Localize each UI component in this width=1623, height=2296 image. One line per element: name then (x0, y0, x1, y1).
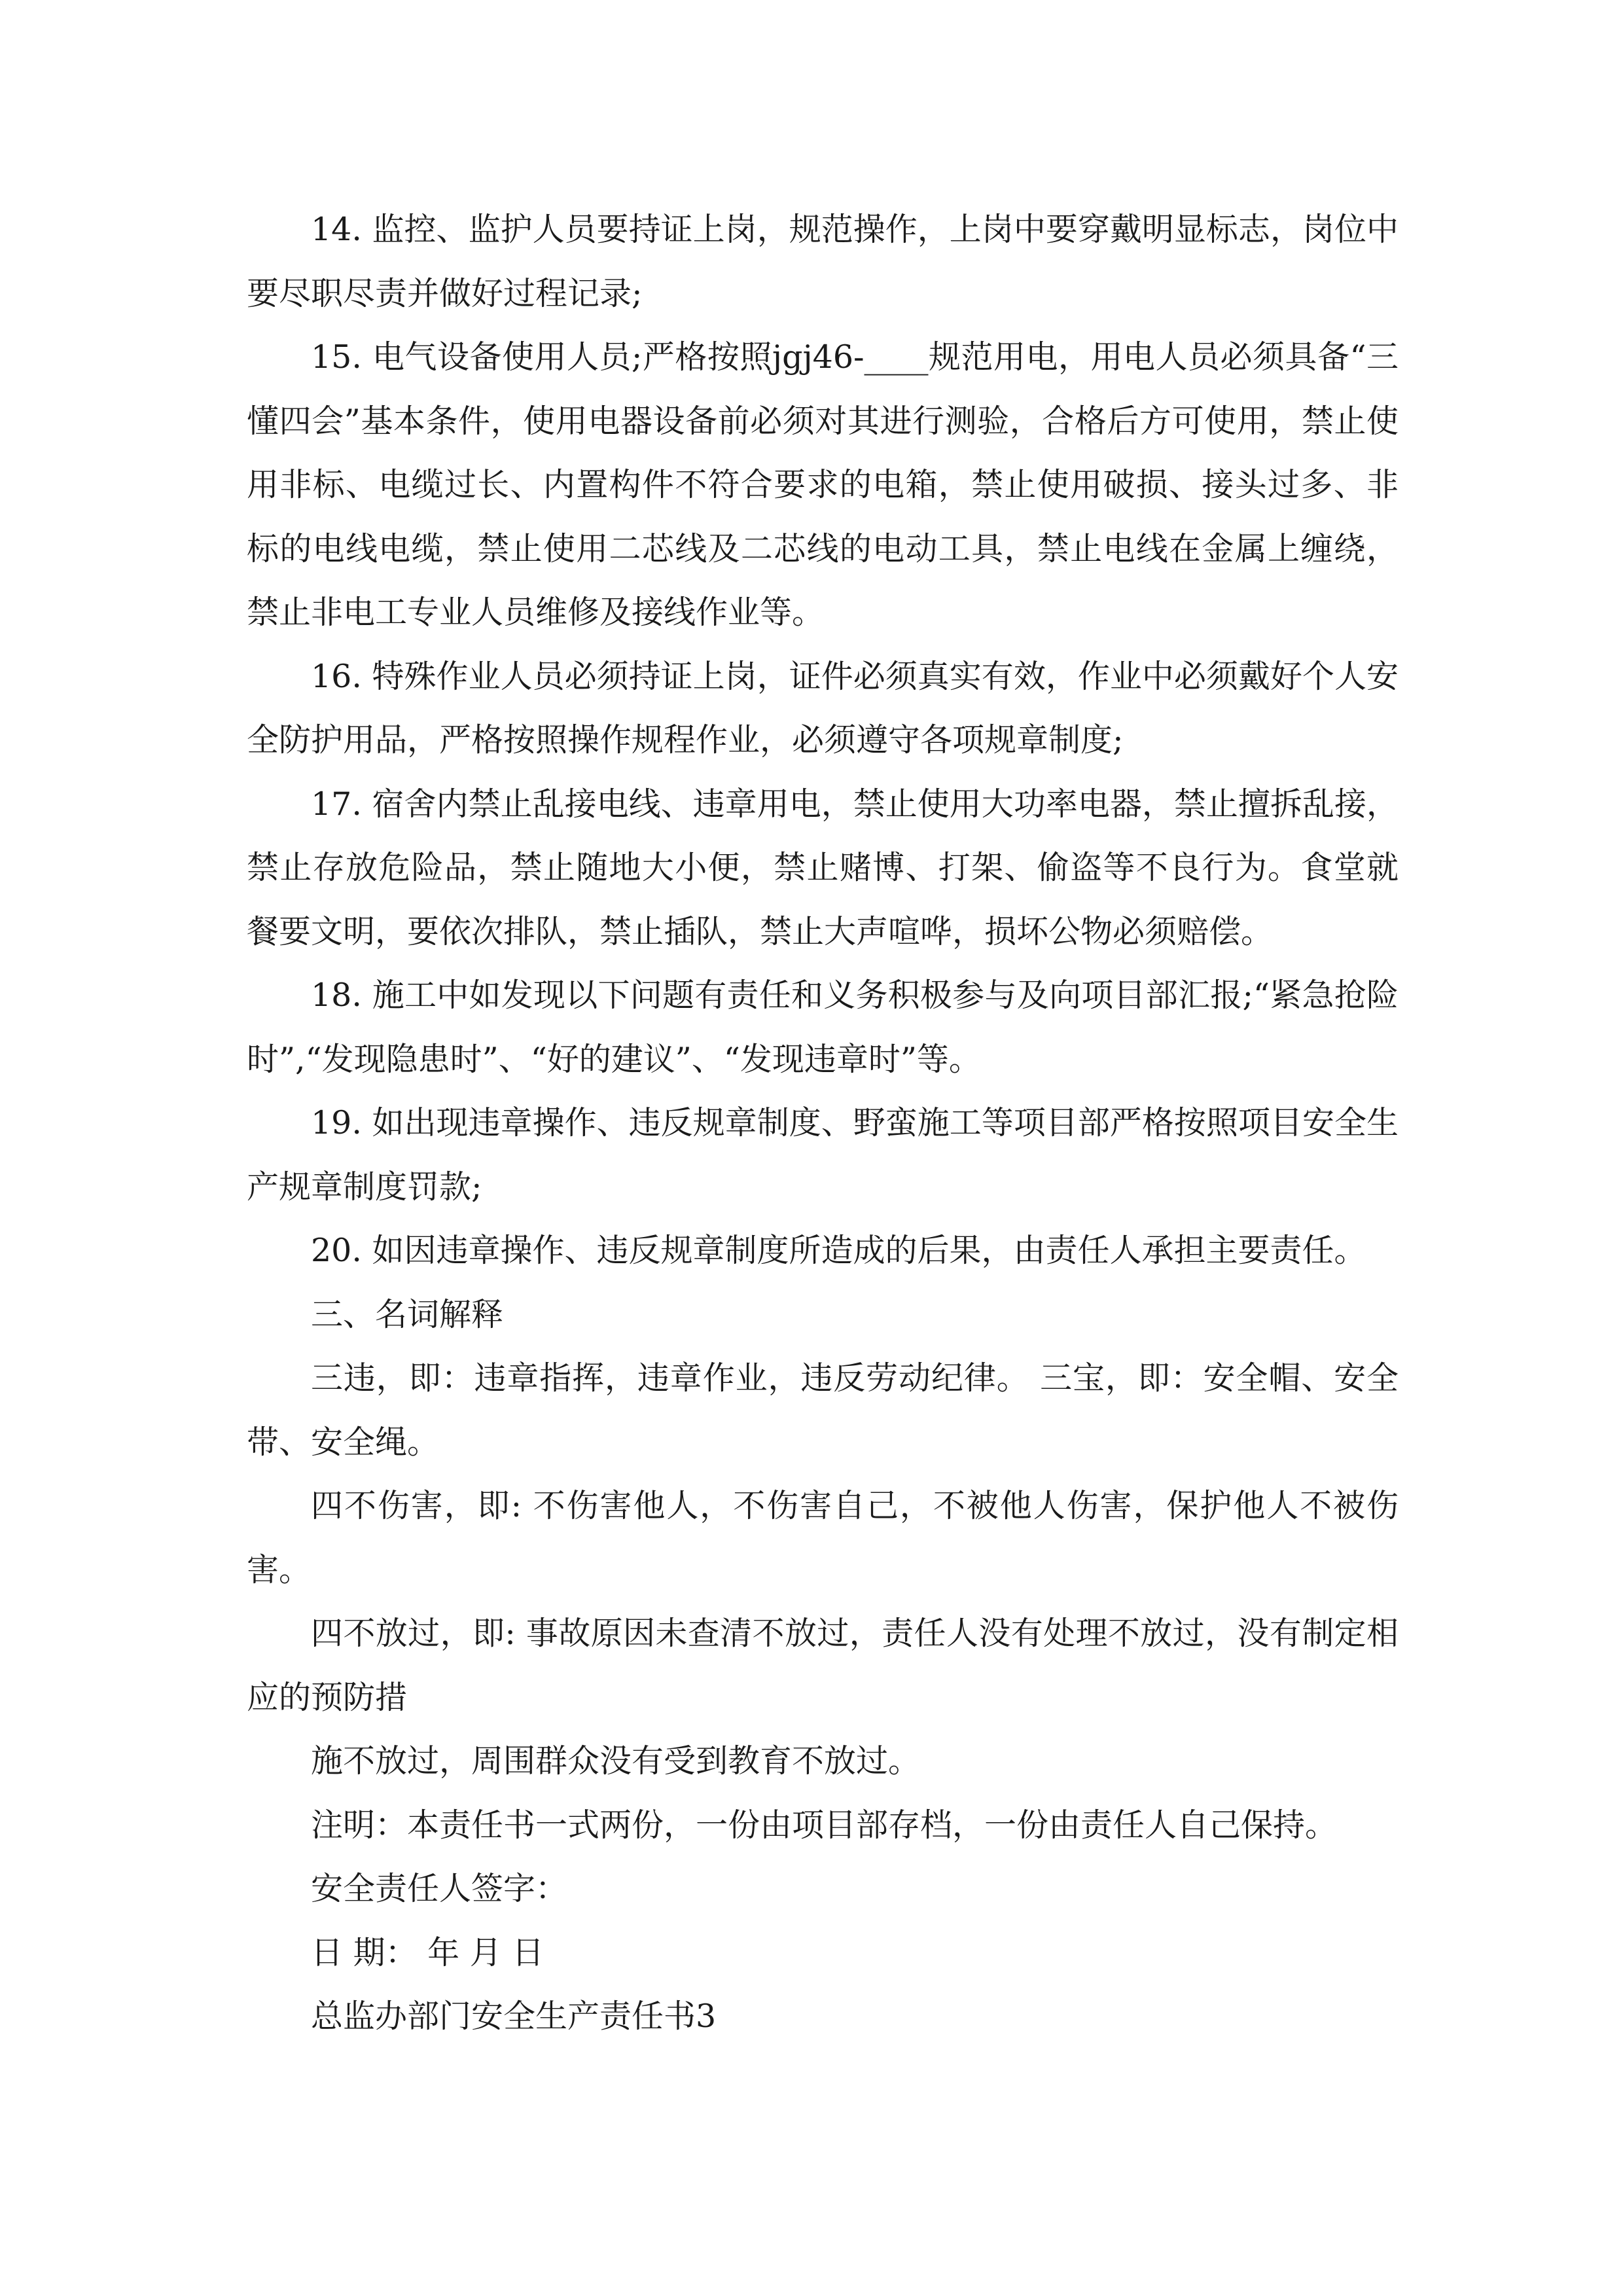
date-line: 日 期： 年 月 日 (311, 1933, 544, 1971)
glossary-sanwei-sanbao: 三违，即：违章指挥，违章作业，违反劳动纪律。 三宝，即：安全帽、安全带、安全绳。 (247, 1359, 1399, 1461)
paragraph-item-15: 15. 电气设备使用人员;严格按照jgj46-____规范用电，用电人员必须具备“三懂四会”基本条件，使用电器设备前必须对其进行测验，合格后方可使用，禁止使用非标、电缆过长、内置构件不符合要求的电箱，禁止使用破损、接头过多、非标的电线电缆，禁止使用二芯线及二芯线的电动工具，禁止电线在金属上缠绕，禁止非电工专业人员维修及接线作业等。 (247, 338, 1399, 631)
paragraph-item-17: 17. 宿舍内禁止乱接电线、违章用电，禁止使用大功率电器，禁止擅拆乱接，禁止存放危险品，禁止随地大小便，禁止赌博、打架、偷盗等不良行为。食堂就餐要文明，要依次排队，禁止插队，禁止大声喧哗，损坏公物必须赔偿。 (247, 785, 1399, 950)
paragraph-item-16: 16. 特殊作业人员必须持证上岗，证件必须真实有效，作业中必须戴好个人安全防护用品，严格按照操作规程作业，必须遵守各项规章制度; (247, 657, 1399, 759)
section-heading-glossary: 三、名词解释 (311, 1295, 504, 1333)
paragraph-item-18: 18. 施工中如发现以下问题有责任和义务积极参与及向项目部汇报;“紧急抢险时”,“发现隐患时”、“好的建议”、“发现违章时”等。 (247, 977, 1399, 1078)
paragraph-item-19: 19. 如出现违章操作、违反规章制度、野蛮施工等项目部严格按照项目安全生产规章制度罚款; (247, 1104, 1399, 1206)
note-copies: 注明：本责任书一式两份，一份由项目部存档，一份由责任人自己保持。 (311, 1806, 1338, 1844)
document-body (247, 198, 1399, 2049)
paragraph-item-14: 14. 监控、监护人员要持证上岗，规范操作，上岗中要穿戴明显标志，岗位中要尽职尽责并做好过程记录; (247, 211, 1399, 312)
paragraph-item-20: 20. 如因违章操作、违反规章制度所造成的后果，由责任人承担主要责任。 (311, 1232, 1366, 1269)
next-document-title: 总监办部门安全生产责任书3 (311, 1998, 717, 2035)
glossary-four-no-pass-continued: 施不放过，周围群众没有受到教育不放过。 (311, 1742, 921, 1780)
glossary-four-no-pass: 四不放过，即: 事故原因未查清不放过，责任人没有处理不放过，没有制定相应的预防措 (247, 1615, 1399, 1716)
glossary-four-no-harm: 四不伤害，即: 不伤害他人，不伤害自己，不被他人伤害，保护他人不被伤害。 (247, 1487, 1399, 1588)
signature-line: 安全责任人签字： (311, 1870, 568, 1907)
